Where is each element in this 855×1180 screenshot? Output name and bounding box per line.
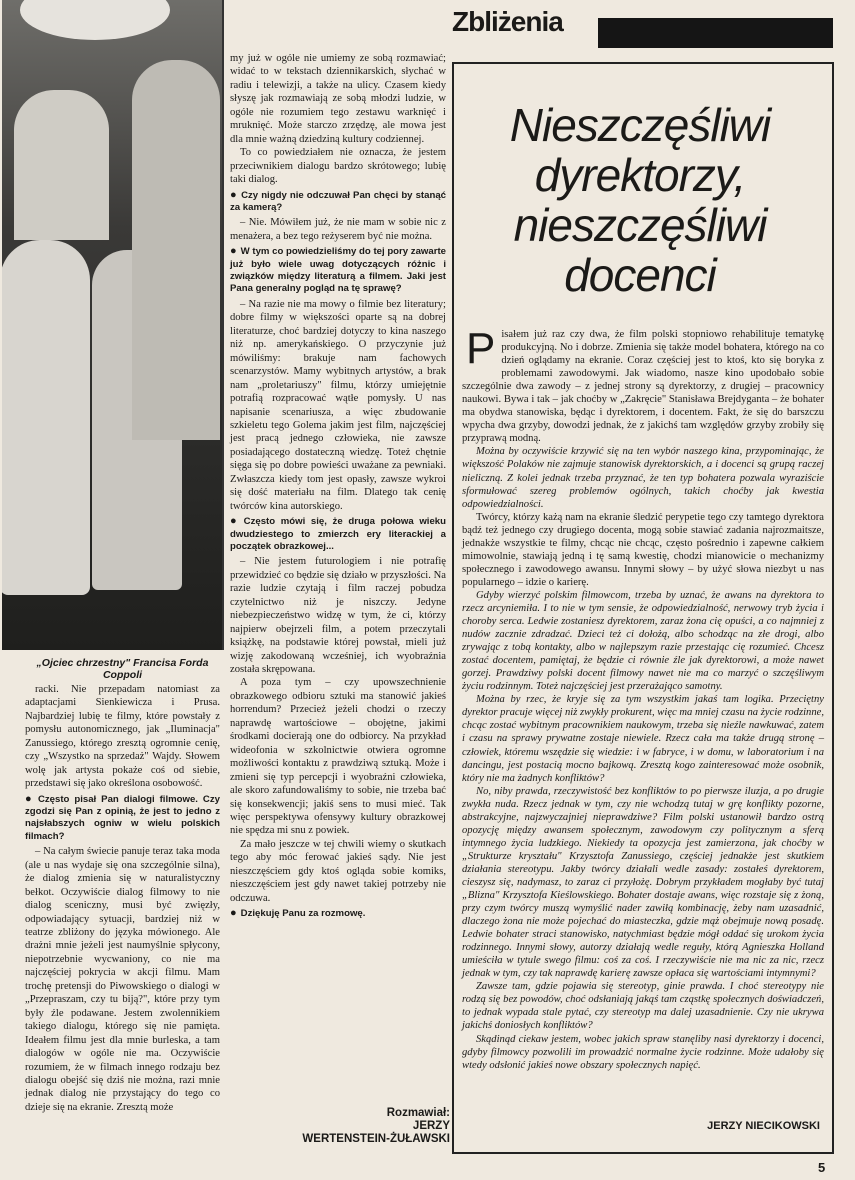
interviewer-first-name: JERZY [412,1120,450,1132]
photo-divider [222,0,224,650]
article-title [470,100,810,300]
essay-paragraph: Można by oczywiście krzywić się na ten wybór naszego kina, przypominając, że większość Polaków nie zajmuje stanowisk dyrektorskich, a i docenci są grupą raczej nieliczną. Z kolei jednak trzeba przyznać, że ten typ bohatera pozwala wyraziście sformułować szereg problemów ogólnych, takich choćby jak kwestia odpowiedzialności. [462,446,824,510]
essay-paragraph: Gdyby wierzyć polskim filmowcom, trzeba by uznać, że awans na dyrektora to rzecz arcyniemiła. I to nie w tym sensie, że odpowiedzialność, nerwowy tryb życia i choroby serca. Ledwie zostaniesz dyrektorem, zaraz żona cię opuści, a co najmniej z nudów zacznie zdradzać. Dzieci też ci dołożą, albo schodząc na złe drogi, albo zrywając z tobą kontakty, albo w najlepszym razie przestając cię rozumieć. Chcesz zostać docentem, pamiętaj, że będzie ci równie źle jak dyrektorowi, a może nawet gorzej. Prawdziwy polski docent filmowy nawet nie ma co marzyć o szczęśliwym życiu rodzinnym. Toteż najczęściej jest przerażająco samotny. [462,589,824,693]
question-text: Dziękuję Panu za rozmowę. [240,908,366,920]
question-bullet-icon: ● [230,245,237,258]
question-bullet-icon: ● [230,188,238,201]
title-line-4: docenci [564,249,716,301]
title-line-1: Nieszczęśliwi [509,99,771,151]
interview-column-1 [25,683,220,1114]
question-text: Czy nigdy nie odczuwał Pan chęci by stanąć za kamerą? [230,189,446,213]
photo-figure-back-right [132,60,220,440]
interview-paragraph: – Na całym świecie panuje teraz taka moda (ale u nas wydaje się ona szczególnie silna), że dialog zmienia się w naturalistyczny bełkot. Oczywiście dialog filmowy to nie dialog sceniczny, musi być zwięzły, odpowiadający sytuacji, bardziej niż w teatrze zbliżony do języka mówionego. Ale drażni mnie jeżeli jest naumyślnie spłycony, niepotrzebnie wycwaniony, co nie ma najczęściej pokrycia w akcji filmu. Mam trochę pretensji do Piwowskiego o dialogi w „Przepraszam, czy tu biją?", które przy tym były źle podawane. Jestem zwolennikiem takiego dialogu, którego się nie pamięta. Ideałem filmu jest dla mnie burleska, a tam dialogów w ogóle nie ma. Oczywiście rozumiem, że w filmach innego rodzaju bez dialogu obejść się dziś nie można, razi mnie jednak dialog nie przystający do tego co dzieje się na ekranie. Zresztą może [25,846,220,1113]
interview-column-2 [230,52,446,923]
question-bullet-icon: ● [230,515,240,528]
essay-paragraph-text: isałem już raz czy dwa, że film polski stopniowo rehabilituje tematykę produkcyjną. No i dobrze. Zmienia się także model bohatera, którego na co dzień oglądamy na ekranie. Coraz częściej jest to ktoś, kto się boryka z problemami zawodowymi. Jak wiadomo, nasze kino upodobało sobie szczególnie dwa zawody – z jednej strony są dyrektorzy, z drugiej – pracownicy naukowi. Bywa i tak – jak choćby w „Zakręcie" Stanisława Brejdyganta – że bohater ma obydwa stanowiska, będąc i dyrektorem, i docentem. Fakt, że się do barszczu wpycha dwa grzyby, dowodzi jednak, że z jakichś tam względów grzyby zrobiły się przyprawą modną. [462,329,824,445]
essay-paragraph: Skądinąd ciekaw jestem, wobec jakich spraw stanęliby nasi dyrektorzy i docenci, gdyby filmowcy pozwolili im prowadzić normalne życie rodzinne. Może udałoby się wtedy odsłonić jakieś nowe obszary społecznych napięć. [462,1033,824,1071]
interview-question [25,793,220,844]
essay-body [462,324,824,1072]
interview-paragraph: – Na razie nie ma mowy o filmie bez literatury; dobre filmy w większości oparte są na dobrej literaturze, choć bardziej dotyczy to kina naszego niż np. amerykańskiego. O przyczynie już mówiliśmy: brakuje nam fachowych scenarzystów. Mamy wybitnych artystów, a brak nam „proletariuszy" filmu, którzy umiejętnie potrafią rozpracować wątłe pomysły. U nas napisanie scenariusza, a więc zbudowanie szkieletu tego Golema jakim jest film, najczęściej jest pracą jednego człowieka, nie zawsze posiadającego dostateczną wiedzę. Toteż chętnie sięga się po dobre powieści uważane za pewniaki. Zwłaszcza kiedy tom jest opasły, zawsze wykroi się dość materiału na film. Dlatego tak cenię twórców kina autorskiego. [230,298,446,512]
title-line-3: nieszczęśliwi [513,199,767,251]
drop-cap: P [466,324,496,373]
essay-paragraph: Twórcy, którzy każą nam na ekranie śledzić perypetie tego czy tamtego dyrektora bądź też jednego czy drugiego docenta, mogą sobie stawiać zadania najrozmaitsze, jednakże wszystkie te filmy, chcąc nie chcąc, często pośrednio i zapewne całkiem mimowolnie, stawiają jedną i tę samą kwestię, chodzi mianowicie o mechanizmy społecznego i zawodowego awansu. Innymi słowy – by użyć słowa niezbyt u nas popularnego – idzie o karierę. [462,511,824,588]
interview-paragraph: Za mało jeszcze w tej chwili wiemy o skutkach tego aby móc ferować jakieś sądy. Nie jest nieszczęściem gdy ktoś ogląda sobie komiks, nieszczęściem jest gdy nawet takiej potrzeby nie odczuwa. [230,838,446,904]
film-still-photo [2,0,222,650]
essay-paragraph: Można by rzec, że kryje się za tym wszystkim jakaś tam logika. Przeciętny dyrektor pracuje więcej niż zwykły prokurent, więc ma mniej czasu na życie rodzinne, chcąc zostać wybitnym pracownikiem naukowym, trzeba się nieźle nawkuwać, zatem i czasu na sprawy prywatne zostaje niewiele. Rzecz cała ma także drugą stronę – człowiek, któremu wszędzie się wiedzie: i w fabryce, i w domu, w laboratorium i na dancingu, jest postacią mocno bajkową. Zresztą kogo zainteresować może osobnik, który nie ma żadnych konfliktów? [462,694,824,784]
question-text: W tym co powiedzieliśmy do tej pory zawarte już było wiele uwag dotyczących różnic i związków między literaturą a filmem. Jaki jest Pana generalny pogląd na tę sprawę? [230,246,446,295]
question-bullet-icon: ● [25,792,34,805]
photo-parasol [20,0,170,40]
interview-paragraph: my już w ogóle nie umiemy ze sobą rozmawiać; widać to w tekstach dziennikarskich, słychać w radiu i telewizji, a także na ulicy. Czasem kiedy słyszę jak rozmawiają ze sobą młodzi ludzie, w ogóle nie rozumiem tego zestawu warknięć i mruknięć. Może starczo zrzędzę, ale mowa jest dla mnie ważną dziedziną kultury codziennej. [230,53,446,145]
question-bullet-icon: ● [230,907,237,920]
title-line-2: dyrektorzy, [534,149,746,201]
interviewer-label: Rozmawiał: [386,1107,450,1119]
photo-caption: „Ojciec chrzestny" Francisa Forda Coppoli [36,657,209,681]
interviewer-last-name: WERTENSTEIN-ŻUŁAWSKI [302,1133,450,1145]
question-text: Często pisał Pan dialogi filmowe. Czy zgodzi się Pan z opinią, że jest to jedno z najsłabszych ogniw w wielu polskich filmach? [25,793,220,842]
page-number: 5 [818,1160,826,1175]
essay-author: JERZY NIECIKOWSKI [707,1120,820,1132]
interviewer-credit [230,1107,450,1146]
interview-paragraph: To co powiedziałem nie oznacza, że jestem przeciwnikiem dialogu bardzo skrótowego; lubię taki dialog. [230,147,446,186]
question-text: Często mówi się, że druga połowa wieku dwudziestego to zmierzch ery literackiej a początek obrazkowej... [230,516,446,552]
section-header: Zbliżenia [452,6,563,37]
interview-question [230,515,446,553]
essay-paragraph: Zawsze tam, gdzie pojawia się stereotyp, ginie prawda. I choć stereotypy nie rodzą się bez powodów, choć odsłaniają jakąś tam cząstkę społecznych doświadczeń, to jednak wypada stale pytać, czy stereotyp ma dalej uzasadnienie. Czy nie ukrywa jakichś doniosłych konfliktów? [462,981,824,1032]
photo-figure-left [2,240,90,595]
interview-paragraph: racki. Nie przepadam natomiast za adaptacjami Sienkiewicza i Prusa. Najbardziej lubię te filmy, które powstały z pomysłu autonomicznego, jak „Iluminacja" Zanussiego, którego zresztą ogromnie cenię, czy „Wszystko na sprzedaż" Wajdy. Słowem wolę jak artysta pokaże coś od siebie, przedstawi się jako określona osobowość. [25,684,220,790]
essay-paragraph [462,324,824,445]
interview-paragraph: – Nie. Mówiłem już, że nie mam w sobie nic z menażera, a bez tego reżyserem być nie można. [230,217,446,242]
section-header-bar [598,18,833,48]
interview-question [230,189,446,215]
interview-paragraph: – Nie jestem futurologiem i nie potrafię przewidzieć co będzie się działo w przyszłości. Na razie ludzie czytają i film raczej pobudza czytelnictwo niż je niszczy. Jedyne niebezpieczeństwo widzę w tym, że ci, którzy najpierw obejrzeli film, a potem przeczytali książkę, na podstawie której powstał, mieli już wizję zakodowaną wcześniej, ich wyobraźnia została skrępowana. [230,556,446,675]
interview-paragraph: A poza tym – czy upowszechnienie obrazkowego odbioru sztuki ma stanowić jakieś horrendum? Przecież jeżeli chodzi o rzeczy naprawdę wartościowe – obojętne, jakimi środkami docierają one do odbiorcy. Na przykład wideofonia w szkolnictwie otwiera ogromne możliwości kontaktu z prawdziwą sztuką. Może i zmieni się typ percepcji i wyobraźni człowieka, ale skoro zafundowaliśmy to sobie, nie trzeba bać się konsekwencji; jakiś sens to musi mieć. Tak więc perspektywa ofensywy kultury obrazkowej nie spędza mi snu z powiek. [230,677,446,837]
interview-question [230,907,446,920]
interview-question [230,245,446,296]
essay-paragraph: No, niby prawda, rzeczywistość bez konfliktów to po pierwsze iluzja, a po drugie zwykła nuda. Rzecz jednak w tym, czy nie wchodzą tutaj w grę konflikty pozorne, abstrakcyjne, najzwyczajniej nieprawdziwe? Film polski ustanowił bardzo ostrą opozycję między awansem społecznym, zawodowym czy politycznym a sferą intymnego życia ludzkiego. Niekiedy ta opozycja jest zamierzona, jak choćby w „Strukturze kryształu" Krzysztofa Zanussiego, częściej jednakże jest skutkiem działania stereotypu. Jakby twórcy działali wedle zasady: zostałeś dyrektorem, cieszysz się, nadymasz, to zaraz ci przyłożę. Dobrym przykładem mogłaby być tutaj „Blizna" Krzysztofa Kieślowskiego. Bohater dostaje awans, więc rozstaje się z żoną, przy czym twórcy muszą wymyślić nader zawiłą kombinację, żeby nam uzasadnić, dlaczego żona nie może pojechać do miasteczka, gdzie mąż obejmuje nową posadę. Ledwie bohater straci stanowisko, natychmiast będzie mógł oddać się urokom życia rodzinnego. Innymi słowy, autorzy działają wedle reguły, którą Agnieszka Holland umieściła w tytule swego filmu: coś za coś. I rzeczywiście nie ma nic za nic, rzecz jednak w tym, czy tak naprawdę karierę zawsze opłaca się wartościami intymnymi? [462,785,824,980]
photo-figure-back-left [14,90,109,240]
